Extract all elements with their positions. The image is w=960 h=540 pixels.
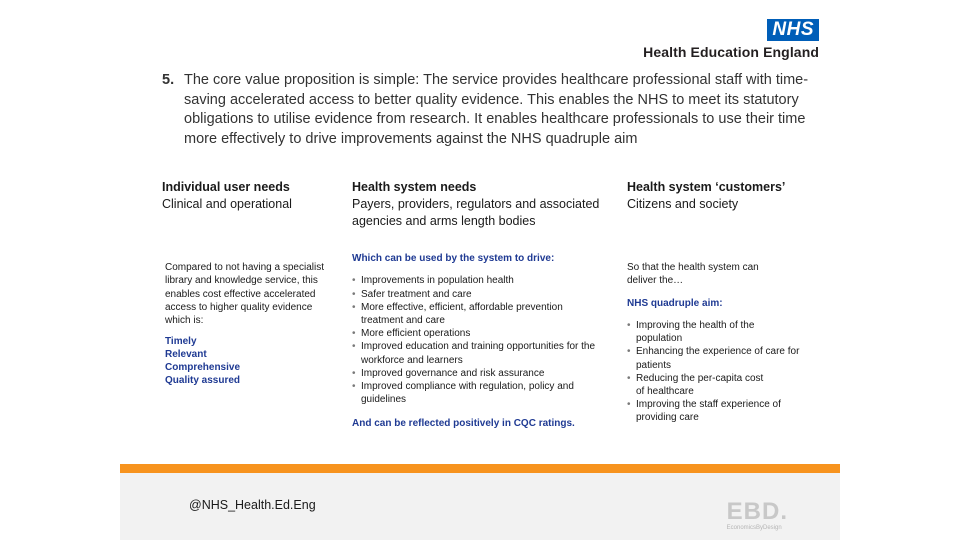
quality-item: Relevant xyxy=(165,349,207,361)
column-lead: Which can be used by the system to drive: xyxy=(352,253,555,264)
list-item: • Improving the health of the population xyxy=(627,319,756,345)
ebd-tagline: EconomicsByDesign xyxy=(726,525,782,531)
column-closing: And can be reflected positively in CQC ratings. xyxy=(352,418,575,430)
list-item: • More effective, efficient, affordable prevention treatment and care xyxy=(352,301,600,327)
column-title: Health system ‘customers’ xyxy=(627,180,786,194)
column-subtitle: Payers, providers, regulators and associated agencies and arms length bodies xyxy=(352,197,600,228)
column-title: Health system needs xyxy=(352,180,477,194)
list-item: • Improvements in population health xyxy=(352,274,600,287)
quadruple-aim-heading: NHS quadruple aim: xyxy=(627,297,723,309)
nhs-hee-logo xyxy=(643,19,819,60)
list-item: • Improved governance and risk assurance xyxy=(352,367,600,380)
organisation-name: Health Education England xyxy=(643,44,819,60)
footer-band xyxy=(120,464,840,540)
nhs-badge: NHS xyxy=(767,19,819,41)
list-item: • Improved compliance with regulation, policy and guidelines xyxy=(352,380,600,406)
health-system-needs-column xyxy=(352,180,602,431)
list-item: • Safer treatment and care xyxy=(352,288,600,301)
individual-user-needs-column xyxy=(162,180,337,387)
quadruple-aim-list xyxy=(627,319,807,425)
list-item: • Reducing the per-capita cost of healthcare xyxy=(627,372,766,398)
list-item: • Enhancing the experience of care for patients xyxy=(627,345,807,371)
list-item: • More efficient operations xyxy=(352,327,600,340)
health-system-customers-column xyxy=(627,180,817,425)
list-item: • Improving the staff experience of providing care xyxy=(627,398,807,424)
system-benefits-list xyxy=(352,274,600,406)
column-title: Individual user needs xyxy=(162,180,290,194)
ebd-logo xyxy=(727,499,788,531)
column-body: Compared to not having a specialist library and knowledge service, this enables cost effective accelerated access to higher quality evidence which is: xyxy=(165,262,324,327)
value-proposition xyxy=(162,71,822,149)
twitter-handle: @NHS_Health.Ed.Eng xyxy=(189,498,316,512)
column-subtitle: Clinical and operational xyxy=(162,197,292,211)
column-body: So that the health system can deliver the… xyxy=(627,262,759,287)
quality-item: Comprehensive xyxy=(165,362,241,374)
point-number: 5. xyxy=(162,72,175,88)
value-proposition-text: The core value proposition is simple: The service provides healthcare professional staff with time-saving accelerated access to better quality evidence. This enables the NHS to meet its statutory obligations to utilise evidence from research. It enables healthcare professionals to use their time more effectively to drive improvements against the NHS quadruple aim xyxy=(184,72,809,147)
ebd-mark: EBD. xyxy=(726,498,788,525)
quality-list xyxy=(162,335,337,387)
quality-item: Quality assured xyxy=(165,375,241,387)
column-subtitle: Citizens and society xyxy=(627,197,739,211)
quality-item: Timely xyxy=(165,336,197,348)
list-item: • Improved education and training opportunities for the workforce and learners xyxy=(352,340,600,366)
